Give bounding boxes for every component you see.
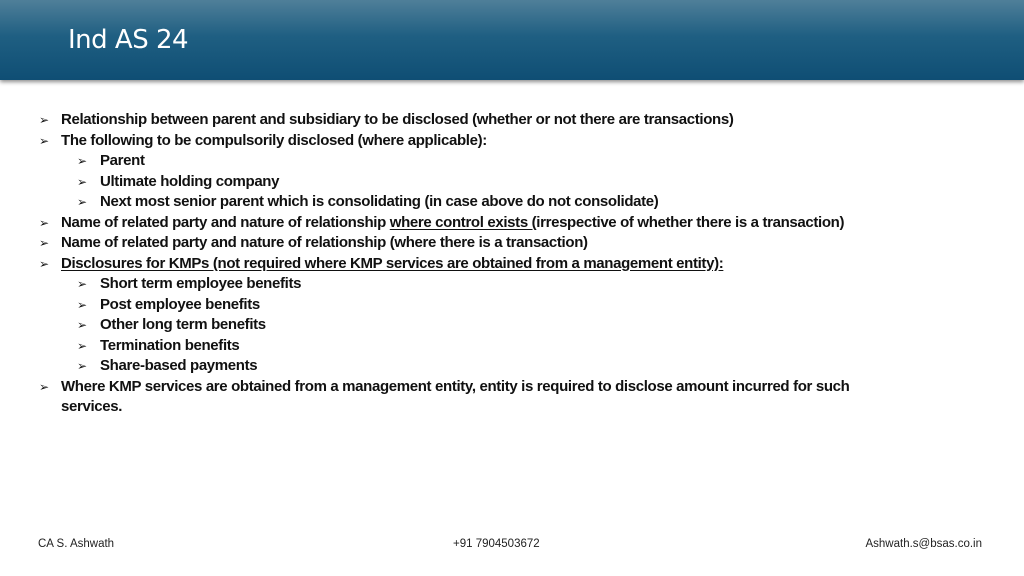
underlined-text: Disclosures for KMPs (not required where KMP services are obtained from a management entity): bbox=[61, 254, 724, 272]
bullet-text bbox=[100, 336, 239, 357]
bullet-list bbox=[0, 110, 1024, 418]
text-segment: Termination benefits bbox=[100, 336, 240, 354]
text-segment: irrespective of whether there is a transaction) bbox=[536, 213, 845, 231]
underlined-text: where control exists ( bbox=[389, 213, 537, 231]
bullet-text bbox=[61, 131, 487, 152]
bullet-continuation bbox=[0, 397, 1024, 418]
bullet-text bbox=[61, 397, 122, 418]
text-segment: Name of related party and nature of relationship bbox=[61, 213, 390, 231]
text-segment: Post employee benefits bbox=[100, 295, 260, 313]
sub-bullet-item bbox=[0, 274, 1024, 295]
footer-email: Ashwath.s@bsas.co.in bbox=[865, 538, 982, 550]
text-segment: Ultimate holding company bbox=[100, 172, 280, 190]
bullet-text bbox=[100, 295, 260, 316]
text-segment: The following to be compulsorily disclosed (where applicable): bbox=[61, 131, 487, 149]
text-segment: services. bbox=[61, 398, 123, 415]
arrow-bullet-icon: ➢ bbox=[77, 174, 87, 189]
arrow-bullet-icon: ➢ bbox=[39, 215, 49, 230]
bullet-item bbox=[0, 377, 1024, 398]
slide-title: Ind AS 24 bbox=[68, 25, 189, 55]
sub-bullet-item bbox=[0, 356, 1024, 377]
text-segment: Where KMP services are obtained from a management entity, entity is required to disclose amount incurred for such bbox=[61, 377, 850, 395]
text-segment: Parent bbox=[100, 152, 145, 169]
bullet-text bbox=[61, 110, 734, 131]
arrow-bullet-icon: ➢ bbox=[77, 154, 87, 168]
sub-bullet-item bbox=[0, 151, 1024, 172]
bullet-text bbox=[61, 213, 844, 234]
sub-bullet-item bbox=[0, 315, 1024, 336]
arrow-bullet-icon: ➢ bbox=[77, 338, 87, 353]
bullet-text bbox=[100, 172, 279, 193]
arrow-bullet-icon: ➢ bbox=[77, 195, 87, 209]
bullet-text bbox=[100, 151, 145, 172]
bullet-text bbox=[100, 192, 658, 213]
sub-bullet-item bbox=[0, 172, 1024, 193]
sub-bullet-item bbox=[0, 336, 1024, 357]
sub-bullet-item bbox=[0, 295, 1024, 316]
bullet-text bbox=[100, 315, 266, 336]
text-segment: Next most senior parent which is consolidating (in case above do not consolidate) bbox=[100, 193, 659, 210]
arrow-bullet-icon: ➢ bbox=[77, 359, 87, 373]
bullet-text bbox=[61, 233, 588, 254]
title-bar bbox=[0, 0, 1024, 80]
bullet-text bbox=[61, 254, 723, 275]
arrow-bullet-icon: ➢ bbox=[39, 379, 49, 394]
bullet-item bbox=[0, 131, 1024, 152]
text-segment: Relationship between parent and subsidiary to be disclosed (whether or not there are transactions) bbox=[61, 111, 734, 128]
bullet-text bbox=[61, 377, 849, 398]
bullet-item bbox=[0, 213, 1024, 234]
footer-phone: +91 7904503672 bbox=[453, 538, 540, 550]
bullet-item bbox=[0, 254, 1024, 275]
arrow-bullet-icon: ➢ bbox=[77, 277, 87, 291]
bullet-text bbox=[100, 274, 301, 295]
arrow-bullet-icon: ➢ bbox=[77, 318, 87, 332]
sub-bullet-item bbox=[0, 192, 1024, 213]
bullet-item bbox=[0, 110, 1024, 131]
arrow-bullet-icon: ➢ bbox=[39, 133, 49, 148]
footer-name: CA S. Ashwath bbox=[38, 538, 115, 550]
text-segment: Name of related party and nature of relationship (where there is a transaction) bbox=[61, 234, 588, 251]
text-segment: Short term employee benefits bbox=[100, 275, 302, 292]
bullet-text bbox=[100, 356, 257, 377]
text-segment: Share-based payments bbox=[100, 357, 258, 374]
arrow-bullet-icon: ➢ bbox=[39, 256, 49, 271]
arrow-bullet-icon: ➢ bbox=[39, 113, 49, 127]
arrow-bullet-icon: ➢ bbox=[39, 236, 49, 250]
bullet-item bbox=[0, 233, 1024, 254]
text-segment: Other long term benefits bbox=[100, 316, 266, 333]
arrow-bullet-icon: ➢ bbox=[77, 297, 87, 312]
